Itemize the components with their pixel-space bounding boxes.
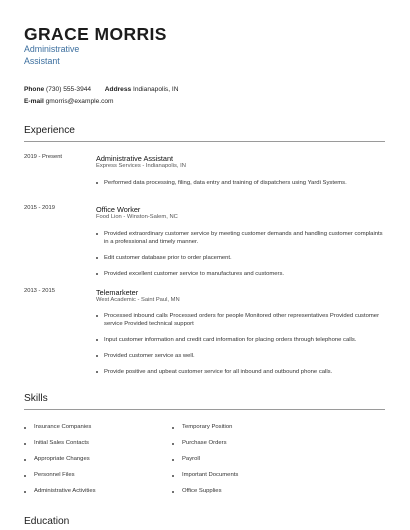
- job-bullet: Provided extraordinary customer service by meeting customer demands and handling customer complaints in a professional and timely manner.: [96, 230, 385, 247]
- education-heading: Education: [24, 516, 70, 527]
- job-dates: 2019 - Present: [24, 154, 63, 160]
- skill-item: Initial Sales Contacts: [24, 440, 184, 448]
- skill-item: Insurance Companies: [24, 424, 184, 432]
- phone-value: (730) 555-3944: [46, 86, 92, 93]
- job-company: Food Lion - Winston-Salem, NC: [96, 214, 178, 220]
- skills-divider: [24, 409, 385, 410]
- contact-line-2: [24, 98, 114, 105]
- job-company: West Academic - Saint Paul, MN: [96, 297, 180, 303]
- job-bullets: [96, 179, 385, 195]
- job-bullets: [96, 312, 385, 383]
- address-value: Indianapolis, IN: [133, 86, 179, 93]
- skill-item: Payroll: [172, 456, 332, 464]
- experience-divider: [24, 141, 385, 142]
- skill-item: Administrative Activities: [24, 488, 184, 496]
- job-dates: 2013 - 2015: [24, 288, 55, 294]
- job-bullet: Processed inbound calls Processed orders for people Monitored other representatives Provided customer service Provided technical support: [96, 312, 385, 329]
- job-title: Telemarketer: [96, 288, 139, 297]
- job-bullet: Edit customer database prior to order placement.: [96, 254, 385, 262]
- address-label: Address: [104, 86, 132, 93]
- skills-heading: Skills: [24, 393, 48, 404]
- job-title: Administrative Assistant: [96, 154, 174, 163]
- job-bullet: Provided excellent customer service to manufactures and customers.: [96, 270, 385, 278]
- job-bullet: Provided customer service as well.: [96, 352, 385, 360]
- skill-item: Purchase Orders: [172, 440, 332, 448]
- email-label: E-mail: [24, 98, 44, 105]
- job-company: Express Services - Indianapolis, IN: [96, 163, 186, 169]
- experience-heading: Experience: [24, 125, 75, 136]
- candidate-name: GRACE MORRIS: [24, 24, 167, 44]
- job-bullets: [96, 230, 385, 286]
- phone-label: Phone: [24, 86, 45, 93]
- job-bullet: Provide positive and upbeat customer service for all inbound and outbound phone calls.: [96, 368, 385, 376]
- skill-item: Appropriate Changes: [24, 456, 184, 464]
- candidate-title: Administrative Assistant: [24, 44, 80, 66]
- contact-line-1: [24, 86, 178, 93]
- skill-item: Office Supplies: [172, 488, 332, 496]
- job-bullet: Input customer information and credit card information for placing orders through telephone calls.: [96, 336, 385, 344]
- skill-item: Personnel Files: [24, 472, 184, 480]
- skills-list-right: [172, 424, 332, 504]
- skill-item: Important Documents: [172, 472, 332, 480]
- job-bullet: Performed data processing, filing, data entry and training of dispatchers using Yardi Systems.: [96, 179, 385, 187]
- skills-list-left: [24, 424, 184, 504]
- skill-item: Temporary Position: [172, 424, 332, 432]
- job-title: Office Worker: [96, 205, 141, 214]
- job-dates: 2015 - 2019: [24, 205, 55, 211]
- email-value: gmorris@example.com: [45, 98, 114, 105]
